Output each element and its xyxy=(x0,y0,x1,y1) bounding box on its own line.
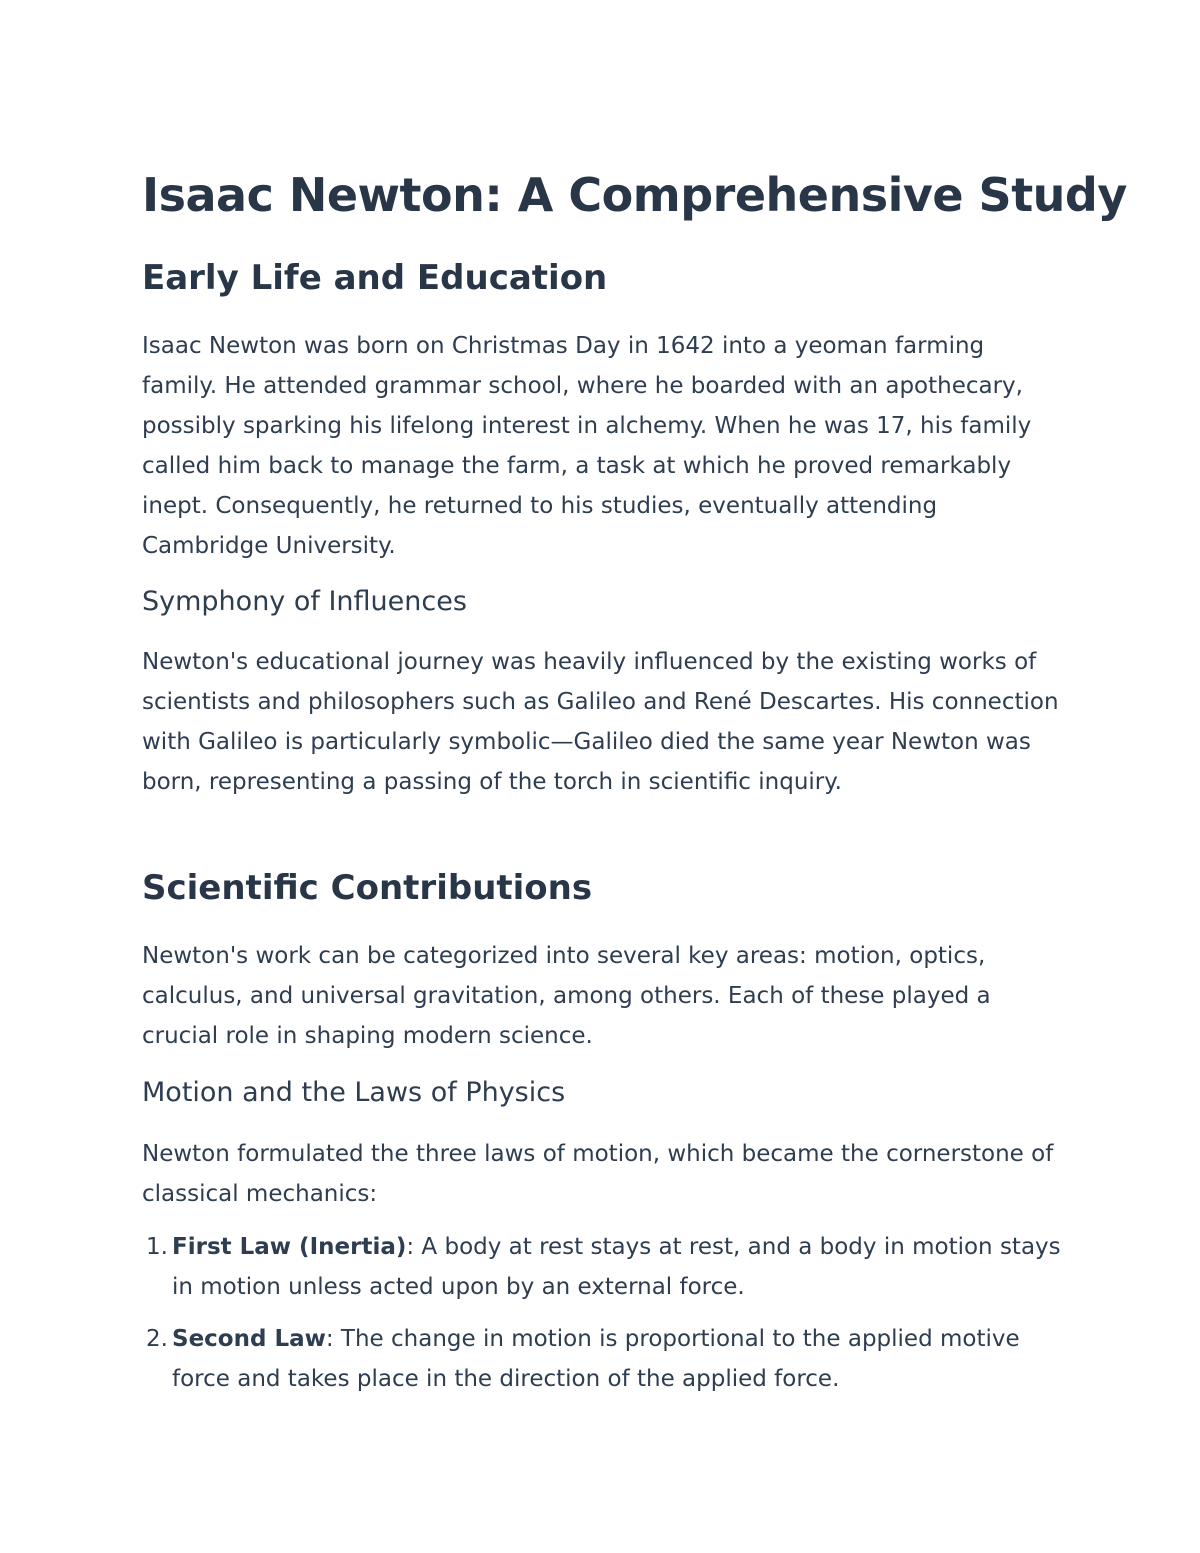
laws-of-motion-list xyxy=(142,1227,1062,1411)
list-item xyxy=(142,1319,1062,1399)
list-item-text: : The change in motion is proportional to the applied motive force and takes place in the direction of the applied force. xyxy=(172,1326,1020,1392)
document-title: Isaac Newton: A Comprehensive Study xyxy=(142,168,1127,222)
section-heading-early-life: Early Life and Education xyxy=(142,258,608,298)
paragraph-motion: Newton formulated the three laws of motion, which became the cornerstone of classical mechanics: xyxy=(142,1141,1054,1207)
section-heading-scientific-contributions: Scientific Contributions xyxy=(142,868,593,908)
list-item-term: First Law (Inertia) xyxy=(172,1234,407,1260)
paragraph-scientific-contributions: Newton's work can be categorized into several key areas: motion, optics, calculus, and universal gravitation, among others. Each of these played a crucial role in shaping modern science. xyxy=(142,943,991,1049)
list-item-text: : A body at rest stays at rest, and a body in motion stays in motion unless acted upon by an external force. xyxy=(172,1234,1061,1300)
subsection-heading-motion: Motion and the Laws of Physics xyxy=(142,1077,566,1108)
paragraph-influences: Newton's educational journey was heavily influenced by the existing works of scientists and philosophers such as Galileo and René Descartes. His connection with Galileo is particularly symbolic—Galileo died the same year Newton was born, representing a passing of the torch in scientific inquiry. xyxy=(142,649,1059,795)
subsection-heading-influences: Symphony of Influences xyxy=(142,586,467,617)
list-item-number: 2. xyxy=(146,1326,168,1352)
list-item xyxy=(142,1227,1062,1307)
paragraph-early-life: Isaac Newton was born on Christmas Day in 1642 into a yeoman farming family. He attended grammar school, where he boarded with an apothecary, possibly sparking his lifelong interest in alchemy. When he was 17, his family called him back to manage the farm, a task at which he proved remarkably inept. Consequently, he returned to his studies, eventually attending Cambridge University. xyxy=(142,333,1032,559)
list-item-number: 1. xyxy=(146,1234,168,1260)
list-item-term: Second Law xyxy=(172,1326,326,1352)
